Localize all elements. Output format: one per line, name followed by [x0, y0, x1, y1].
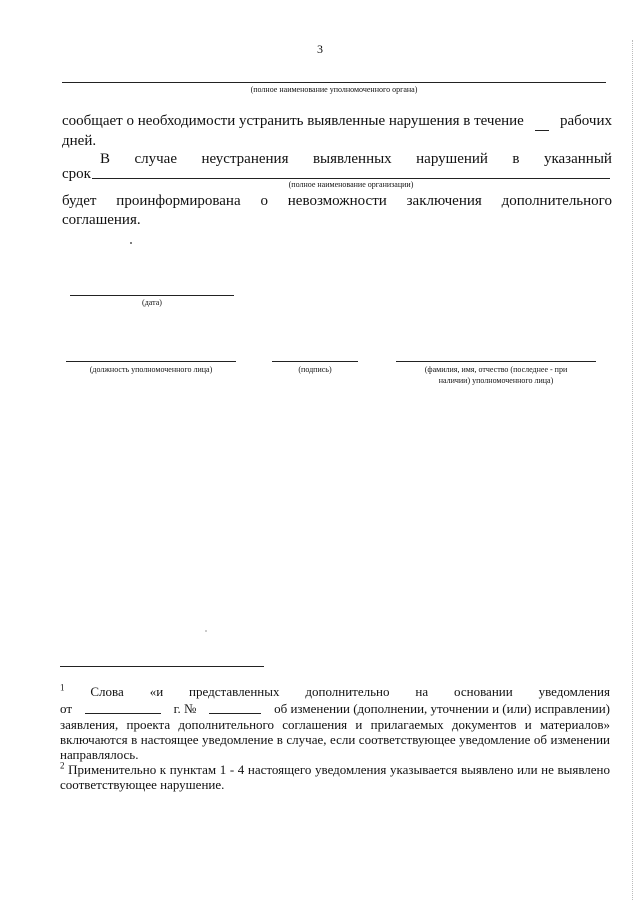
organization-name-caption: (полное наименование организации): [288, 180, 414, 189]
footnote-1-line-5: направлялось.: [60, 747, 139, 762]
footnote-text: г. №: [173, 701, 197, 716]
footnote-word: Слова: [90, 684, 124, 699]
footnote-separator: [60, 666, 264, 667]
body-word: указанный: [543, 151, 612, 167]
footnote-1-line-1: [60, 684, 610, 700]
footnote-word: «и: [149, 684, 164, 699]
body-word: в: [512, 151, 520, 167]
body-word: случае: [134, 151, 177, 167]
signature-line: [272, 361, 358, 362]
body-word: проинформирована: [116, 193, 241, 209]
footnote-word: представленных: [189, 684, 280, 699]
signature-caption: (подпись): [298, 365, 332, 374]
full-name-caption-1: (фамилия, имя, отчество (последнее - при: [424, 365, 568, 374]
body-line-1-right: рабочих: [560, 113, 612, 129]
position-line: [66, 361, 236, 362]
scan-edge: [632, 40, 634, 900]
footnote-2-mark: 2: [60, 760, 65, 771]
body-word: о: [260, 193, 268, 209]
authority-name-caption: (полное наименование уполномоченного органа): [250, 85, 418, 94]
footnote-word: дополнительно: [305, 684, 390, 699]
body-word: будет: [62, 193, 97, 209]
body-word: нарушений: [416, 151, 488, 167]
body-word: неустранения: [201, 151, 289, 167]
footnote-1-line-2: [60, 701, 610, 717]
date-caption: (дата): [142, 298, 162, 307]
body-line-1: [62, 111, 612, 131]
body-line-3: [100, 149, 612, 169]
footnote-text: об изменении (дополнении, уточнении и (или) исправлении): [274, 701, 610, 716]
footnote-1-line-4: включаются в настоящее уведомление в случае, если соответствующее уведомление об изменении: [60, 732, 610, 747]
position-caption: (должность уполномоченного лица): [89, 365, 213, 374]
full-name-caption-2: наличии) уполномоченного лица): [438, 376, 554, 385]
body-word: заключения: [406, 193, 482, 209]
scan-dot: [130, 242, 132, 244]
page-number: 3: [317, 42, 323, 56]
body-word: дополнительного: [501, 193, 612, 209]
body-line-1-text: сообщает о необходимости устранить выявленные нарушения в течение: [62, 113, 524, 129]
days-blank: [535, 111, 549, 131]
body-line-6: соглашения.: [62, 212, 141, 228]
body-line-2: дней.: [62, 133, 97, 149]
footnote-word: уведомления: [538, 684, 610, 699]
date-line: [70, 295, 234, 296]
footnote-2-text: Применительно к пунктам 1 - 4 настоящего уведомления указывается выявлено или не выявлено: [68, 762, 610, 777]
full-name-line: [396, 361, 596, 362]
footnote-1-mark: 1: [60, 682, 65, 693]
footnote-text: от: [60, 701, 73, 716]
body-line-4-label: срок: [62, 166, 91, 182]
authority-name-line: [62, 82, 606, 83]
date-blank: [85, 701, 161, 714]
body-word: В: [100, 151, 111, 167]
body-line-5: [62, 191, 612, 211]
organization-name-line: [92, 178, 610, 179]
body-word: выявленных: [312, 151, 392, 167]
footnote-word: на: [415, 684, 429, 699]
scan-dot: [205, 630, 207, 632]
footnote-word: основании: [454, 684, 513, 699]
body-word: невозможности: [287, 193, 387, 209]
number-blank: [209, 701, 261, 714]
footnote-2-line-2: соответствующее нарушение.: [60, 777, 225, 792]
footnote-2-line-1: [60, 762, 610, 778]
footnote-1-line-3: заявления, проекта дополнительного соглашения и прилагаемых документов и материалов»: [60, 717, 610, 732]
